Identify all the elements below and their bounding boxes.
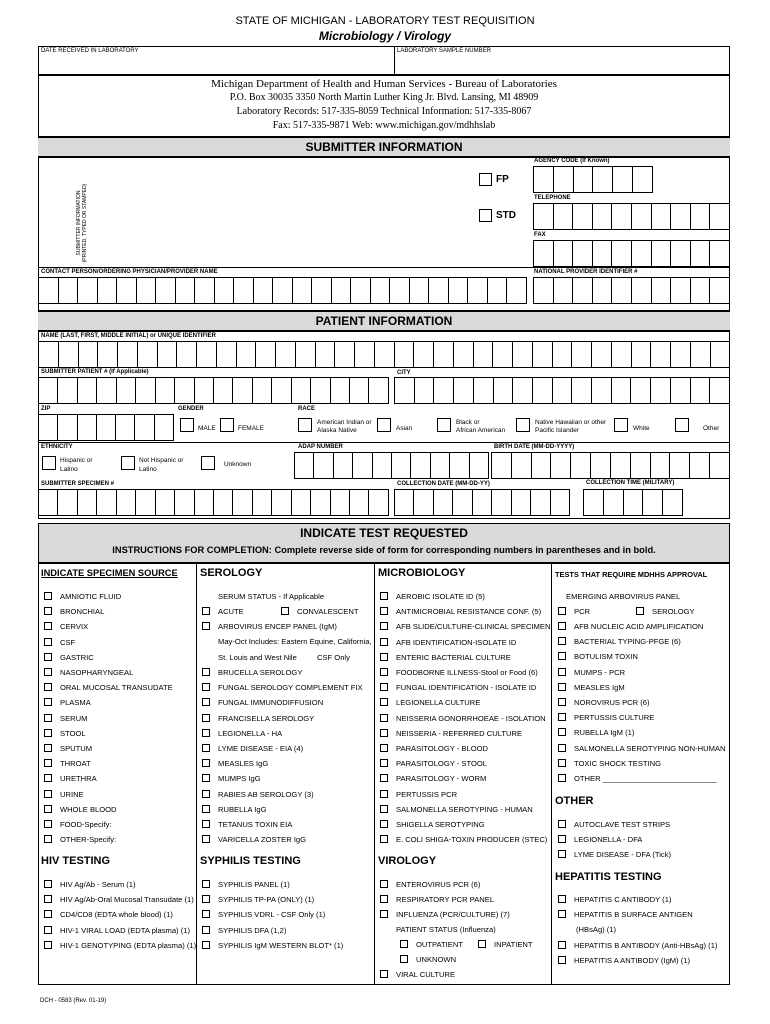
hiv-checkbox[interactable] <box>44 941 52 949</box>
hepatitis-checkbox[interactable] <box>558 910 566 918</box>
race-other-checkbox[interactable] <box>675 418 689 432</box>
lab-info-line1: Michigan Department of Health and Human Services - Bureau of Laboratories <box>211 78 557 90</box>
hiv-hiv-ag-ab-serum-1[interactable]: HIV Ag/Ab - Serum (1) <box>44 880 136 890</box>
serology-checkbox[interactable] <box>202 759 210 767</box>
other-legionella-dfa[interactable]: LEGIONELLA - DFA <box>558 835 642 845</box>
other-checkbox[interactable] <box>558 820 566 828</box>
mdhhs-checkbox[interactable] <box>558 744 566 752</box>
specimen-other-specify[interactable]: OTHER-Specify: <box>44 835 116 845</box>
patient-name-label: NAME (LAST, FIRST, MIDDLE INITIAL) or UNIQUE IDENTIFIER <box>41 333 216 339</box>
specimen-checkbox[interactable] <box>44 835 52 843</box>
birth-date-field[interactable] <box>491 452 730 479</box>
collection-time-field[interactable] <box>583 489 683 516</box>
micro-afb-identification-isolate-id[interactable]: AFB IDENTIFICATION-ISOLATE ID <box>380 638 516 648</box>
unknown-status-option[interactable]: UNKNOWN <box>400 955 456 965</box>
mdhhs-checkbox[interactable] <box>558 622 566 630</box>
specimen-checkbox[interactable] <box>44 638 52 646</box>
hepatitis-checkbox[interactable] <box>558 956 566 964</box>
telephone-field[interactable] <box>533 203 730 230</box>
specimen-source-heading: INDICATE SPECIMEN SOURCE <box>41 568 178 578</box>
lab-info-line4: Fax: 517-335-9871 Web: www.michigan.gov/mdhhslab <box>272 120 496 131</box>
other-checkbox[interactable] <box>558 850 566 858</box>
serology-checkbox[interactable] <box>202 835 210 843</box>
serology-measles-igg[interactable]: MEASLES IgG <box>202 759 268 769</box>
micro-parasitology-worm[interactable]: PARASITOLOGY - WORM <box>380 774 486 784</box>
race-white-label: White <box>633 425 650 432</box>
micro-checkbox[interactable] <box>380 714 388 722</box>
micro-foodborne-illness-stool-or-food-6[interactable]: FOODBORNE ILLNESS-Stool or Food (6) <box>380 668 538 678</box>
arbo-note-1: May-Oct Includes: Eastern Equine, California, <box>218 637 372 646</box>
serology-checkbox[interactable] <box>202 714 210 722</box>
adap-label: ADAP NUMBER <box>298 444 343 450</box>
specimen-checkbox[interactable] <box>44 805 52 813</box>
mdhhs-checkbox[interactable] <box>558 774 566 782</box>
submitter-patient-label: SUBMITTER PATIENT # (If Applicable) <box>41 369 149 375</box>
date-received-label: DATE RECEIVED IN LABORATORY <box>41 48 139 54</box>
hepatitis-heading: HEPATITIS TESTING <box>555 871 662 883</box>
specimen-plasma[interactable]: PLASMA <box>44 698 91 708</box>
city-field[interactable] <box>394 377 730 404</box>
specimen-checkbox[interactable] <box>44 668 52 676</box>
serology-rubella-igg[interactable]: RUBELLA IgG <box>202 805 267 815</box>
virology-influenza-pcr-culture-7[interactable]: INFLUENZA (PCR/CULTURE) (7) <box>380 910 510 920</box>
form-title: STATE OF MICHIGAN - LABORATORY TEST REQUISITION <box>235 15 535 27</box>
hepatitis-checkbox[interactable] <box>558 941 566 949</box>
virology-respiratory-pcr-panel[interactable]: RESPIRATORY PCR PANEL <box>380 895 494 905</box>
zip-field[interactable] <box>38 414 174 441</box>
specimen-bronchial[interactable]: BRONCHIAL <box>44 607 104 617</box>
hiv-hiv-1-viral-load-edta-plasma-1[interactable]: HIV-1 VIRAL LOAD (EDTA plasma) (1) <box>44 926 190 936</box>
outpatient-checkbox[interactable] <box>400 940 408 948</box>
serology-brucella-serology[interactable]: BRUCELLA SEROLOGY <box>202 668 302 678</box>
serology-tetanus-toxin-eia[interactable]: TETANUS TOXIN EIA <box>202 820 292 830</box>
hiv-cd4-cd8-edta-whole-blood-1[interactable]: CD4/CD8 (EDTA whole blood) (1) <box>44 910 173 920</box>
syphilis-heading: SYPHILIS TESTING <box>200 855 301 867</box>
specimen-number-field[interactable] <box>38 489 389 516</box>
specimen-checkbox[interactable] <box>44 592 52 600</box>
specimen-nasopharyngeal[interactable]: NASOPHARYNGEAL <box>44 668 133 678</box>
micro-checkbox[interactable] <box>380 607 388 615</box>
virology-checkbox[interactable] <box>380 880 388 888</box>
telephone-label: TELEPHONE <box>534 195 571 201</box>
form-id: DCH - 0583 (Rev. 01-19) <box>40 998 107 1004</box>
inpatient-checkbox[interactable] <box>478 940 486 948</box>
sample-number-label: LABORATORY SAMPLE NUMBER <box>397 48 491 54</box>
lab-info-line2: P.O. Box 30035 3350 North Martin Luther King Jr. Blvd. Lansing, MI 48909 <box>229 92 539 103</box>
micro-checkbox[interactable] <box>380 698 388 706</box>
specimen-checkbox[interactable] <box>44 790 52 798</box>
mdhhs-rubella-igm-1[interactable]: RUBELLA IgM (1) <box>558 728 634 738</box>
micro-checkbox[interactable] <box>380 790 388 798</box>
serology-checkbox[interactable] <box>202 668 210 676</box>
micro-pertussis-pcr[interactable]: PERTUSSIS PCR <box>380 790 457 800</box>
collection-date-label: COLLECTION DATE (MM-DD-YY) <box>397 481 490 487</box>
other-autoclave-test-strips[interactable]: AUTOCLAVE TEST STRIPS <box>558 820 670 830</box>
syphilis-syphilis-igm-western-blot-1[interactable]: SYPHILIS IgM WESTERN BLOT* (1) <box>202 941 343 951</box>
serology-checkbox[interactable] <box>202 744 210 752</box>
mdhhs-serology-checkbox[interactable] <box>636 607 644 615</box>
micro-antimicrobial-resistance-conf-5[interactable]: ANTIMICROBIAL RESISTANCE CONF. (5) <box>380 607 541 617</box>
hepatitis-hepatitis-c-antibody-1[interactable]: HEPATITIS C ANTIBODY (1) <box>558 895 671 905</box>
micro-fungal-identification-isolate-id[interactable]: FUNGAL IDENTIFICATION - ISOLATE ID <box>380 683 536 693</box>
serology-legionella-ha[interactable]: LEGIONELLA - HA <box>202 729 282 739</box>
hispanic-checkbox[interactable] <box>42 456 56 470</box>
patient-name-field[interactable] <box>38 341 730 368</box>
viral-culture-checkbox[interactable] <box>380 970 388 978</box>
male-label: MALE <box>198 425 216 432</box>
lab-info-line3: Laboratory Records: 517-335-8059 Technical Information: 517-335-8067 <box>236 106 532 117</box>
other-lyme-disease-dfa-tick[interactable]: LYME DISEASE - DFA (Tick) <box>558 850 671 860</box>
micro-e-coli-shiga-toxin-producer-stec[interactable]: E. COLI SHIGA-TOXIN PRODUCER (STEC) <box>380 835 547 845</box>
race-label: RACE <box>298 406 316 412</box>
race-other-label: Other <box>703 425 720 432</box>
acute-option[interactable]: ACUTE <box>202 607 244 617</box>
hiv-checkbox[interactable] <box>44 880 52 888</box>
syphilis-syphilis-panel-1[interactable]: SYPHILIS PANEL (1) <box>202 880 290 890</box>
city-label: CITY <box>397 370 411 376</box>
sample-number-field[interactable] <box>395 56 729 74</box>
arbovirus-option[interactable]: ARBOVIRUS ENCEP PANEL (IgM) <box>202 622 337 632</box>
serology-mumps-igg[interactable]: MUMPS IgG <box>202 774 261 784</box>
micro-enteric-bacterial-culture[interactable]: ENTERIC BACTERIAL CULTURE <box>380 653 511 663</box>
arbo-note-3: CSF Only <box>317 653 350 662</box>
race-american-indian-label: American Indian or Alaska Native <box>317 419 372 434</box>
mdhhs-checkbox[interactable] <box>558 668 566 676</box>
convalescent-option[interactable]: CONVALESCENT <box>281 607 358 617</box>
specimen-sputum[interactable]: SPUTUM <box>44 744 92 754</box>
gender-label: GENDER <box>178 406 204 412</box>
micro-shigella-serotyping[interactable]: SHIGELLA SEROTYPING <box>380 820 485 830</box>
specimen-checkbox[interactable] <box>44 653 52 661</box>
specimen-gastric[interactable]: GASTRIC <box>44 653 94 663</box>
mdhhs-toxic-shock-testing[interactable]: TOXIC SHOCK TESTING <box>558 759 661 769</box>
agency-code-label: AGENCY CODE (If Known) <box>534 158 610 164</box>
serology-lyme-disease-eia-4[interactable]: LYME DISEASE - EIA (4) <box>202 744 303 754</box>
mdhhs-norovirus-pcr-6[interactable]: NOROVIRUS PCR (6) <box>558 698 650 708</box>
mdhhs-salmonella-serotyping-non-human[interactable]: SALMONELLA SEROTYPING NON-HUMAN <box>558 744 725 754</box>
virology-heading: VIROLOGY <box>378 855 437 867</box>
pcr-option[interactable]: PCR <box>558 607 590 617</box>
micro-checkbox[interactable] <box>380 592 388 600</box>
std-label: STD <box>496 210 516 221</box>
patient-status-label: PATIENT STATUS (Influenza) <box>396 925 496 934</box>
not-hispanic-label: Not Hispanic or Latino <box>139 457 184 473</box>
syphilis-checkbox[interactable] <box>202 895 210 903</box>
serology-checkbox[interactable] <box>202 790 210 798</box>
micro-neisseria-gonorrhoeae-isolation[interactable]: NEISSERIA GONORRHOEAE - ISOLATION <box>380 714 546 724</box>
specimen-checkbox[interactable] <box>44 820 52 828</box>
serology-fungal-immunodiffusion[interactable]: FUNGAL IMMUNODIFFUSION <box>202 698 323 708</box>
convalescent-checkbox[interactable] <box>281 607 289 615</box>
submitter-side-label: SUBMITTER INFORMATION (PRINTED, TYPED OR STAMPED) <box>76 183 88 263</box>
race-hawaiian-checkbox[interactable] <box>516 418 530 432</box>
hiv-heading: HIV TESTING <box>41 855 111 867</box>
mdhhs-checkbox[interactable] <box>558 637 566 645</box>
specimen-stool[interactable]: STOOL <box>44 729 86 739</box>
unknown-status-checkbox[interactable] <box>400 955 408 963</box>
micro-checkbox[interactable] <box>380 805 388 813</box>
tests-instructions: INSTRUCTIONS FOR COMPLETION: Complete reverse side of form for corresponding numbers in parentheses and in bold. <box>112 545 656 555</box>
hepatitis-hepatitis-b-surface-antigen[interactable]: HEPATITIS B SURFACE ANTIGEN <box>558 910 693 920</box>
specimen-urine[interactable]: URINE <box>44 790 84 800</box>
serology-varicella-zoster-igg[interactable]: VARICELLA ZOSTER IgG <box>202 835 306 845</box>
npi-label: NATIONAL PROVIDER IDENTIFIER # <box>534 269 638 275</box>
serology-rabies-ab-serology-3[interactable]: RABIES AB SEROLOGY (3) <box>202 790 314 800</box>
specimen-checkbox[interactable] <box>44 774 52 782</box>
micro-checkbox[interactable] <box>380 653 388 661</box>
hepatitis-hbsag-1: (HBsAg) (1) <box>576 925 617 935</box>
syphilis-syphilis-tp-pa-only-1[interactable]: SYPHILIS TP-PA (ONLY) (1) <box>202 895 314 905</box>
mdhhs-afb-nucleic-acid-amplification[interactable]: AFB NUCLEIC ACID AMPLIFICATION <box>558 622 703 632</box>
submitter-heading: SUBMITTER INFORMATION <box>305 140 463 154</box>
birth-date-label: BIRTH DATE (MM-DD-YYYY) <box>494 444 575 450</box>
collection-time-label: COLLECTION TIME (MILITARY) <box>586 480 675 486</box>
virology-checkbox[interactable] <box>380 895 388 903</box>
serology-checkbox[interactable] <box>202 805 210 813</box>
serology-option[interactable]: SEROLOGY <box>636 607 695 617</box>
mdhhs-mumps-pcr[interactable]: MUMPS - PCR <box>558 668 625 678</box>
syphilis-syphilis-vdrl-csf-only-1[interactable]: SYPHILIS VDRL - CSF Only (1) <box>202 910 325 920</box>
fax-field[interactable] <box>533 240 730 267</box>
fax-label: FAX <box>534 232 546 238</box>
specimen-checkbox[interactable] <box>44 683 52 691</box>
microbiology-heading: MICROBIOLOGY <box>378 567 466 579</box>
form-subtitle: Microbiology / Virology <box>318 29 452 43</box>
date-received-field[interactable] <box>39 56 393 74</box>
not-hispanic-checkbox[interactable] <box>121 456 135 470</box>
collection-date-field[interactable] <box>394 489 570 516</box>
serology-checkbox[interactable] <box>202 698 210 706</box>
micro-salmonella-serotyping-human[interactable]: SALMONELLA SEROTYPING - HUMAN <box>380 805 533 815</box>
adap-field[interactable] <box>294 452 489 479</box>
virology-enterovirus-pcr-6[interactable]: ENTEROVIRUS PCR (6) <box>380 880 480 890</box>
virology-checkbox[interactable] <box>380 910 388 918</box>
specimen-checkbox[interactable] <box>44 607 52 615</box>
race-black-checkbox[interactable] <box>437 418 451 432</box>
fp-checkbox[interactable] <box>479 173 492 186</box>
hepatitis-hepatitis-b-antibody-anti-hbsag-1[interactable]: HEPATITIS B ANTIBODY (Anti-HBsAg) (1) <box>558 941 717 951</box>
micro-checkbox[interactable] <box>380 744 388 752</box>
npi-field[interactable] <box>533 277 730 304</box>
ethnicity-label: ETHNICITY <box>41 444 73 450</box>
specimen-throat[interactable]: THROAT <box>44 759 91 769</box>
serology-checkbox[interactable] <box>202 729 210 737</box>
specimen-checkbox[interactable] <box>44 744 52 752</box>
syphilis-checkbox[interactable] <box>202 880 210 888</box>
micro-checkbox[interactable] <box>380 835 388 843</box>
other-checkbox[interactable] <box>558 835 566 843</box>
specimen-checkbox[interactable] <box>44 698 52 706</box>
other-heading: OTHER <box>555 795 594 807</box>
race-asian-label: Asian <box>396 425 413 432</box>
hiv-checkbox[interactable] <box>44 910 52 918</box>
mdhhs-checkbox[interactable] <box>558 728 566 736</box>
specimen-cervix[interactable]: CERVIX <box>44 622 88 632</box>
hiv-checkbox[interactable] <box>44 926 52 934</box>
serology-fungal-serology-complement-fix[interactable]: FUNGAL SEROLOGY COMPLEMENT FIX <box>202 683 363 693</box>
syphilis-checkbox[interactable] <box>202 910 210 918</box>
specimen-checkbox[interactable] <box>44 759 52 767</box>
race-hawaiian-label: Native Hawaiian or other Pacific Islander <box>535 419 607 434</box>
race-black-label: Black or African American <box>456 419 506 434</box>
micro-checkbox[interactable] <box>380 759 388 767</box>
fp-label: FP <box>496 174 509 185</box>
specimen-urethra[interactable]: URETHRA <box>44 774 97 784</box>
mdhhs-heading: TESTS THAT REQUIRE MDHHS APPROVAL <box>555 570 708 579</box>
mdhhs-botulism-toxin[interactable]: BOTULISM TOXIN <box>558 652 638 662</box>
ethnicity-unknown-checkbox[interactable] <box>201 456 215 470</box>
specimen-whole-blood[interactable]: WHOLE BLOOD <box>44 805 117 815</box>
ethnicity-unknown-label: Unknown <box>224 461 252 468</box>
female-checkbox[interactable] <box>220 418 234 432</box>
contact-person-field[interactable] <box>38 277 527 304</box>
race-white-checkbox[interactable] <box>614 418 628 432</box>
serology-francisella-serology[interactable]: FRANCISELLA SEROLOGY <box>202 714 314 724</box>
specimen-checkbox[interactable] <box>44 729 52 737</box>
outpatient-option[interactable]: OUTPATIENT <box>400 940 463 950</box>
mdhhs-checkbox[interactable] <box>558 713 566 721</box>
submitter-address-area[interactable] <box>62 160 472 266</box>
micro-checkbox[interactable] <box>380 774 388 782</box>
mdhhs-checkbox[interactable] <box>558 698 566 706</box>
serology-checkbox[interactable] <box>202 820 210 828</box>
contact-person-label: CONTACT PERSON/ORDERING PHYSICIAN/PROVIDER NAME <box>41 269 218 275</box>
zip-label: ZIP <box>41 406 51 412</box>
hepatitis-checkbox[interactable] <box>558 895 566 903</box>
micro-checkbox[interactable] <box>380 622 388 630</box>
specimen-csf[interactable]: CSF <box>44 638 75 648</box>
arbo-note-2: St. Louis and West Nile <box>218 653 297 662</box>
mdhhs-pertussis-culture[interactable]: PERTUSSIS CULTURE <box>558 713 654 723</box>
specimen-number-label: SUBMITTER SPECIMEN # <box>41 481 115 487</box>
micro-parasitology-blood[interactable]: PARASITOLOGY - BLOOD <box>380 744 488 754</box>
micro-neisseria-referred-culture[interactable]: NEISSERIA - REFERRED CULTURE <box>380 729 522 739</box>
tests-heading: INDICATE TEST REQUESTED <box>300 526 468 540</box>
syphilis-checkbox[interactable] <box>202 926 210 934</box>
std-checkbox[interactable] <box>479 209 492 222</box>
mdhhs-checkbox[interactable] <box>558 683 566 691</box>
micro-afb-slide-culture-clinical-specimen[interactable]: AFB SLIDE/CULTURE-CLINICAL SPECIMEN <box>380 622 550 632</box>
syphilis-checkbox[interactable] <box>202 941 210 949</box>
mdhhs-measles-igm[interactable]: MEASLES IgM <box>558 683 625 693</box>
specimen-amniotic-fluid[interactable]: AMNIOTIC FLUID <box>44 592 121 602</box>
micro-checkbox[interactable] <box>380 683 388 691</box>
serum-status-label: SERUM STATUS - If Applicable <box>218 592 325 601</box>
male-checkbox[interactable] <box>180 418 194 432</box>
viral-culture-option[interactable]: VIRAL CULTURE <box>380 970 455 980</box>
mdhhs-checkbox[interactable] <box>558 759 566 767</box>
micro-aerobic-isolate-id-5[interactable]: AEROBIC ISOLATE ID (5) <box>380 592 485 602</box>
pcr-checkbox[interactable] <box>558 607 566 615</box>
submitter-patient-field[interactable] <box>38 377 389 404</box>
female-label: FEMALE <box>238 425 265 432</box>
inpatient-option[interactable]: INPATIENT <box>478 940 533 950</box>
hiv-hiv-ag-ab-oral-mucosal-transudate-1[interactable]: HIV Ag/Ab-Oral Mucosal Transudate (1) <box>44 895 194 905</box>
specimen-checkbox[interactable] <box>44 622 52 630</box>
micro-legionella-culture[interactable]: LEGIONELLA CULTURE <box>380 698 480 708</box>
mdhhs-checkbox[interactable] <box>558 652 566 660</box>
hiv-hiv-1-genotyping-edta-plasma-1[interactable]: HIV-1 GENOTYPING (EDTA plasma) (1) <box>44 941 196 951</box>
hispanic-label: Hispanic or Latino <box>60 457 93 473</box>
hepatitis-hepatitis-a-antibody-igm-1[interactable]: HEPATITIS A ANTIBODY (IgM) (1) <box>558 956 690 966</box>
specimen-serum[interactable]: SERUM <box>44 714 87 724</box>
micro-parasitology-stool[interactable]: PARASITOLOGY - STOOL <box>380 759 487 769</box>
mdhhs-bacterial-typing-pfge-6[interactable]: BACTERIAL TYPING-PFGE (6) <box>558 637 681 647</box>
specimen-food-specify[interactable]: FOOD-Specify: <box>44 820 111 830</box>
race-asian-checkbox[interactable] <box>377 418 391 432</box>
mdhhs-other[interactable]: OTHER ___________________________ <box>558 774 717 784</box>
hiv-checkbox[interactable] <box>44 895 52 903</box>
serology-heading: SEROLOGY <box>200 567 263 579</box>
race-american-indian-checkbox[interactable] <box>298 418 312 432</box>
micro-checkbox[interactable] <box>380 820 388 828</box>
serology-checkbox[interactable] <box>202 774 210 782</box>
syphilis-syphilis-dfa-1-2[interactable]: SYPHILIS DFA (1,2) <box>202 926 286 936</box>
arbovirus-checkbox[interactable] <box>202 622 210 630</box>
serology-checkbox[interactable] <box>202 683 210 691</box>
micro-checkbox[interactable] <box>380 668 388 676</box>
patient-heading: PATIENT INFORMATION <box>315 314 453 328</box>
emerging-arbovirus-label: EMERGING ARBOVIRUS PANEL <box>566 592 681 601</box>
specimen-oral-mucosal-transudate[interactable]: ORAL MUCOSAL TRANSUDATE <box>44 683 173 693</box>
specimen-checkbox[interactable] <box>44 714 52 722</box>
acute-checkbox[interactable] <box>202 607 210 615</box>
micro-checkbox[interactable] <box>380 729 388 737</box>
micro-checkbox[interactable] <box>380 638 388 646</box>
agency-code-field[interactable] <box>533 166 653 193</box>
